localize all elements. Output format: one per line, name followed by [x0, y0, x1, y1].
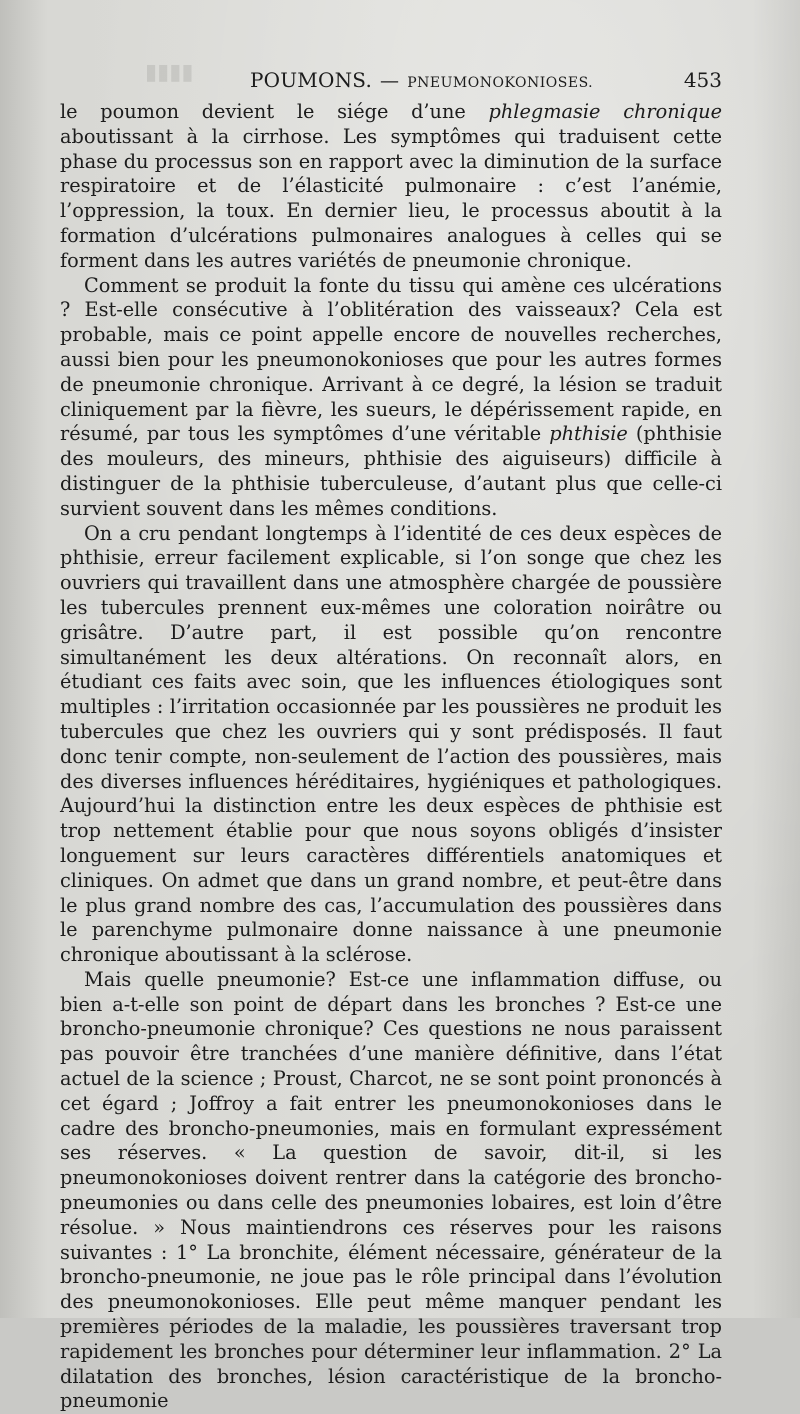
running-title-dash: —: [380, 70, 400, 92]
paragraph-text: On a cru pendant longtemps à l’identité de ces deux espèces de phthisie, erreur facilement explicable, si l’on songe que chez les ouvriers qui travaillent dans une atmosphère chargée de poussière les tubercules prennent eux-mêmes une coloration noirâtre ou grisâtre. D’autre part, il est possible qu’on rencontre simultanément les deux altérations. On reconnaît alors, en étudiant ces faits avec soin, que les influences étiologiques sont multiples : l’irritation occasionnée par les poussières ne produit les tubercules que chez les ouvriers qui y sont prédisposés. Il faut donc tenir compte, non-seulement de l’action des poussières, mais des diverses influences héréditaires, hygiéniques et pathologiques. Aujourd’hui la distinction entre les deux espèces de phthisie est trop nettement établie pour que nous soyons obligés d’insister longuement sur leurs caractères différentiels anatomiques et cliniques. On admet que dans un grand nombre, et peut-être dans le plus grand nombre des cas, l’accumulation des poussières dans le parenchyme pulmonaire donne naissance à une pneumonie chronique aboutissant à la sclérose.: [60, 521, 722, 967]
italic-text: phlegmasie chronique: [488, 100, 722, 123]
paragraph: [60, 522, 722, 968]
body-text: [60, 100, 722, 1414]
page-number: 453: [683, 68, 722, 92]
running-title-sub: PNEUMONOKONIOSES.: [407, 75, 594, 91]
italic-text: phthisie: [549, 422, 628, 446]
show-through-mark: ▮▮▮▮: [145, 60, 194, 85]
paragraph-text: (phthisie des mouleurs, des mineurs, phthisie des aiguiseurs) difficile à distinguer de la phthisie tuberculeuse, d’autant plus que celle-ci survient souvent dans les mêmes conditions.: [60, 422, 723, 520]
paragraph-text: Comment se produit la fonte du tissu qui amène ces ulcérations ? Est-elle consécutive à l’oblitération des vaisseaux? Cela est probable, mais ce point appelle encore de nouvelles recherches, aussi bien pour les pneumonokonioses que pour les autres formes de pneumonie chronique. Arrivant à ce degré, la lésion se traduit cliniquement par la fièvre, les sueurs, le dépérissement rapide, en résumé, par tous les symptômes d’une véritable: [60, 273, 722, 446]
paragraph: [60, 274, 722, 522]
page-header: [60, 66, 722, 96]
paragraph: [60, 968, 722, 1414]
running-title: [250, 68, 593, 92]
paragraph-text: le poumon devient le siége d’une: [60, 100, 489, 123]
paragraph: [60, 100, 722, 274]
paragraph-text: Mais quelle pneumonie? Est-ce une inflammation diffuse, ou bien a-t-elle son point de départ dans les bronches ? Est-ce une broncho-pneumonie chronique? Ces questions ne nous paraissent pas pouvoir être tranchées d’une manière définitive, dans l’état actuel de la science ; Proust, Charcot, ne se sont point prononcés à cet égard ; Joffroy a fait entrer les pneumonokonioses dans le cadre des broncho-pneumonies, mais en formulant expressément ses réserves. « La question de savoir, dit-il, si les pneumonokonioses doivent rentrer dans la catégorie des broncho-pneumonies ou dans celle des pneumonies lobaires, est loin d’être résolue. » Nous maintiendrons ces réserves pour les raisons suivantes : 1° La bronchite, élément nécessaire, générateur de la broncho-pneumonie, ne joue pas le rôle principal dans l’évolution des pneumonokonioses. Elle peut même manquer pendant les premières périodes de la maladie, les poussières traversant trop rapidement les bronches pour déterminer leur inflammation. 2° La dilatation des bronches, lésion caractéristique de la broncho-pneumonie: [60, 967, 722, 1413]
running-title-main: POUMONS.: [250, 68, 373, 92]
paragraph-text: aboutissant à la cirrhose. Les symptômes qui traduisent cette phase du processus son en rapport avec la diminution de la surface respiratoire et de l’élasticité pulmonaire : c’est l’anémie, l’oppression, la toux. En dernier lieu, le processus aboutit à la formation d’ulcérations pulmonaires analogues à celles qui se forment dans les autres variétés de pneumonie chronique.: [60, 124, 722, 272]
